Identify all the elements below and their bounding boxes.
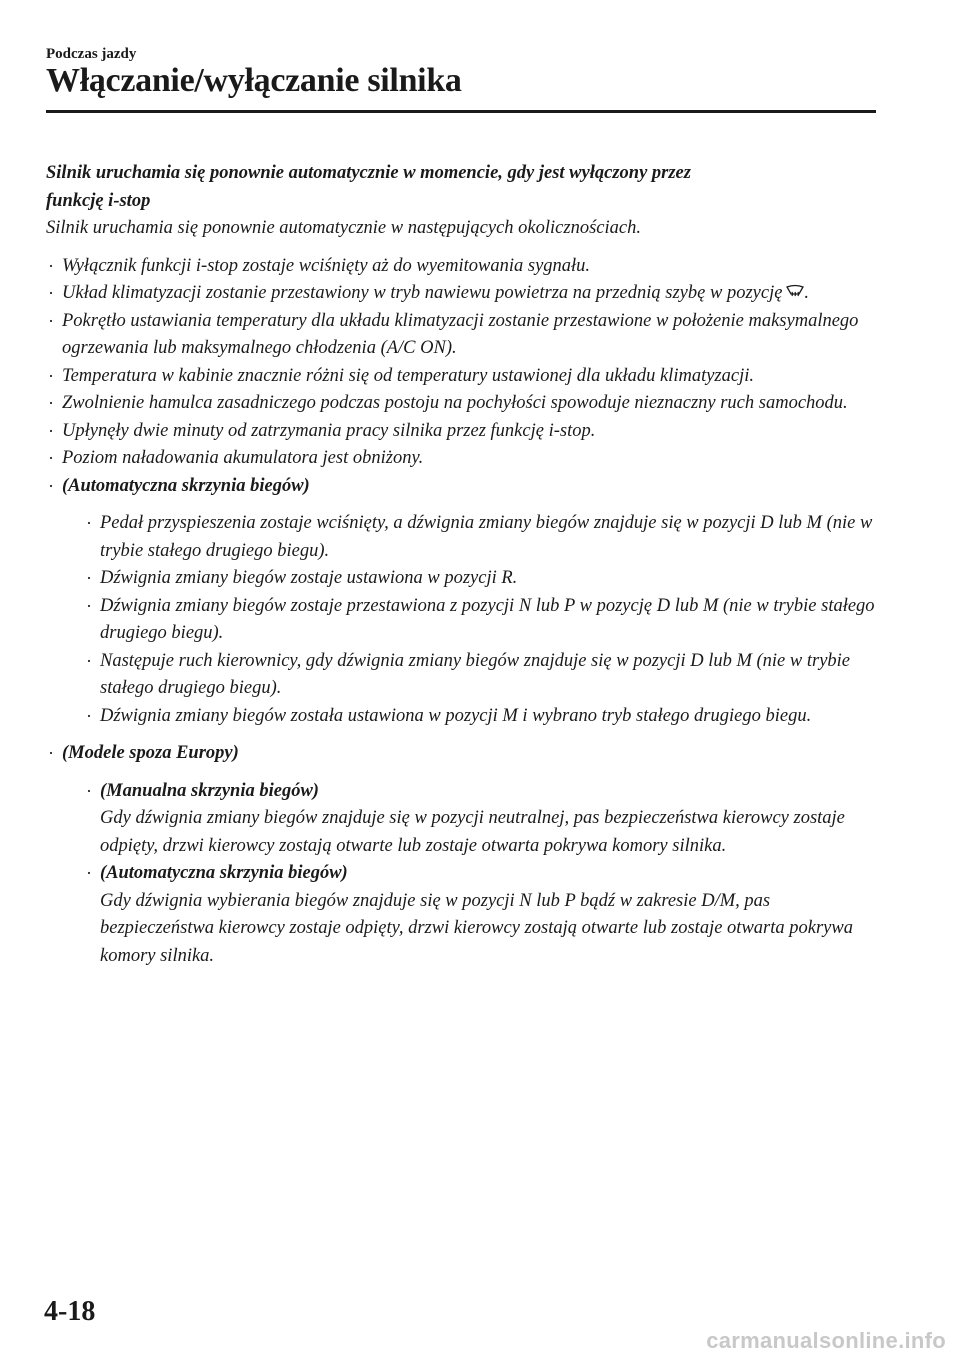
bullet-icon: ·: [48, 420, 54, 441]
bullet-icon: ·: [48, 743, 54, 763]
list-item: · Zwolnienie hamulca zasadniczego podczas postoju na pochyłości spowoduje nieznaczny ruch samochodu.: [46, 390, 876, 418]
bullet-icon: ·: [48, 283, 54, 303]
list-item: · Temperatura w kabinie znacznie różni się od temperatury ustawionej dla układu klimatyzacji.: [46, 363, 876, 391]
page-content: [46, 160, 876, 970]
bullet-icon: ·: [48, 365, 54, 386]
bullet-icon: ·: [86, 595, 92, 616]
list-item: · Upłynęły dwie minuty od zatrzymania pracy silnika przez funkcję i-stop.: [46, 418, 876, 446]
bullet-icon: ·: [86, 780, 92, 801]
bullet-icon: ·: [48, 255, 54, 276]
manual-transmission-label: (Manualna skrzynia biegów): [100, 780, 319, 801]
intro-text: Silnik uruchamia się ponownie automatycznie w następujących okolicznościach.: [46, 218, 641, 238]
list-item: · Układ klimatyzacji zostanie przestawiony w tryb nawiewu powietrza na przednią szybę w pozycję .: [46, 280, 876, 308]
automatic-transmission-label: (Automatyczna skrzynia biegów): [100, 863, 348, 883]
automatic-conditions-list: [84, 510, 876, 730]
watermark: carmanualsonline.info: [706, 1328, 946, 1353]
list-item-non-europe-models: [46, 740, 876, 970]
non-europe-conditions-list: [84, 778, 876, 971]
group-label: (Automatyczna skrzynia biegów): [62, 475, 310, 496]
windshield-defrost-icon: [786, 284, 804, 300]
bullet-icon: ·: [86, 863, 92, 883]
list-item: · Dźwignia zmiany biegów zostaje przestawiona z pozycji N lub P w pozycję D lub M (nie w trybie stałego drugiego biegu).: [84, 593, 876, 648]
bullet-icon: ·: [86, 650, 92, 671]
bullet-icon: ·: [86, 568, 92, 588]
page-number: 4-18: [44, 1296, 96, 1327]
manual-transmission-text: Gdy dźwignia zmiany biegów znajduje się w pozycji neutralnej, pas bezpieczeństwa kierowcy zostaje odpięty, drzwi kierowcy zostają otwarte lub zostaje otwarta pokrywa komory silnika.: [100, 808, 845, 856]
list-item: · Dźwignia zmiany biegów zostaje ustawiona w pozycji R.: [84, 565, 876, 593]
bullet-icon: ·: [86, 705, 92, 726]
bullet-icon: ·: [48, 475, 54, 496]
bullet-icon: ·: [48, 448, 54, 468]
restart-conditions-list: [46, 253, 876, 971]
subsection-heading: Silnik uruchamia się ponownie automatycznie w momencie, gdy jest wyłączony przez funkcję i-stop: [46, 163, 691, 211]
section-label: Podczas jazdy: [46, 46, 137, 62]
list-item: · Dźwignia zmiany biegów została ustawiona w pozycji M i wybrano tryb stałego drugiego biegu.: [84, 703, 876, 731]
list-item: · Następuje ruch kierownicy, gdy dźwignia zmiany biegów znajduje się w pozycji D lub M (nie w trybie stałego drugiego biegu).: [84, 648, 876, 703]
page-title: Włączanie/wyłączanie silnika: [46, 62, 462, 99]
list-item: · Pokrętło ustawiania temperatury dla układu klimatyzacji zostanie przestawione w położenie maksymalnego ogrzewania lub maksymalnego chłodzenia (A/C ON).: [46, 308, 876, 363]
list-item: · Wyłącznik funkcji i-stop zostaje wciśnięty aż do wyemitowania sygnału.: [46, 253, 876, 281]
list-item-automatic-transmission: [46, 473, 876, 731]
group-label: (Modele spoza Europy): [62, 743, 239, 763]
bullet-icon: ·: [86, 513, 92, 533]
automatic-transmission-text: Gdy dźwignia wybierania biegów znajduje się w pozycji N lub P bądź w zakresie D/M, pas bezpieczeństwa kierowcy zostaje odpięty, drzwi kierowcy zostają otwarte lub zostaje otwarta pokrywa komory silnika.: [100, 890, 853, 966]
list-item: · Poziom naładowania akumulatora jest obniżony.: [46, 445, 876, 473]
bullet-icon: ·: [48, 393, 54, 413]
list-item: [84, 860, 876, 970]
list-item: · Pedał przyspieszenia zostaje wciśnięty, a dźwignia zmiany biegów znajduje się w pozycji D lub M (nie w trybie stałego drugiego biegu).: [84, 510, 876, 565]
bullet-icon: ·: [48, 310, 54, 331]
list-item: [84, 778, 876, 861]
title-rule: [46, 110, 876, 113]
